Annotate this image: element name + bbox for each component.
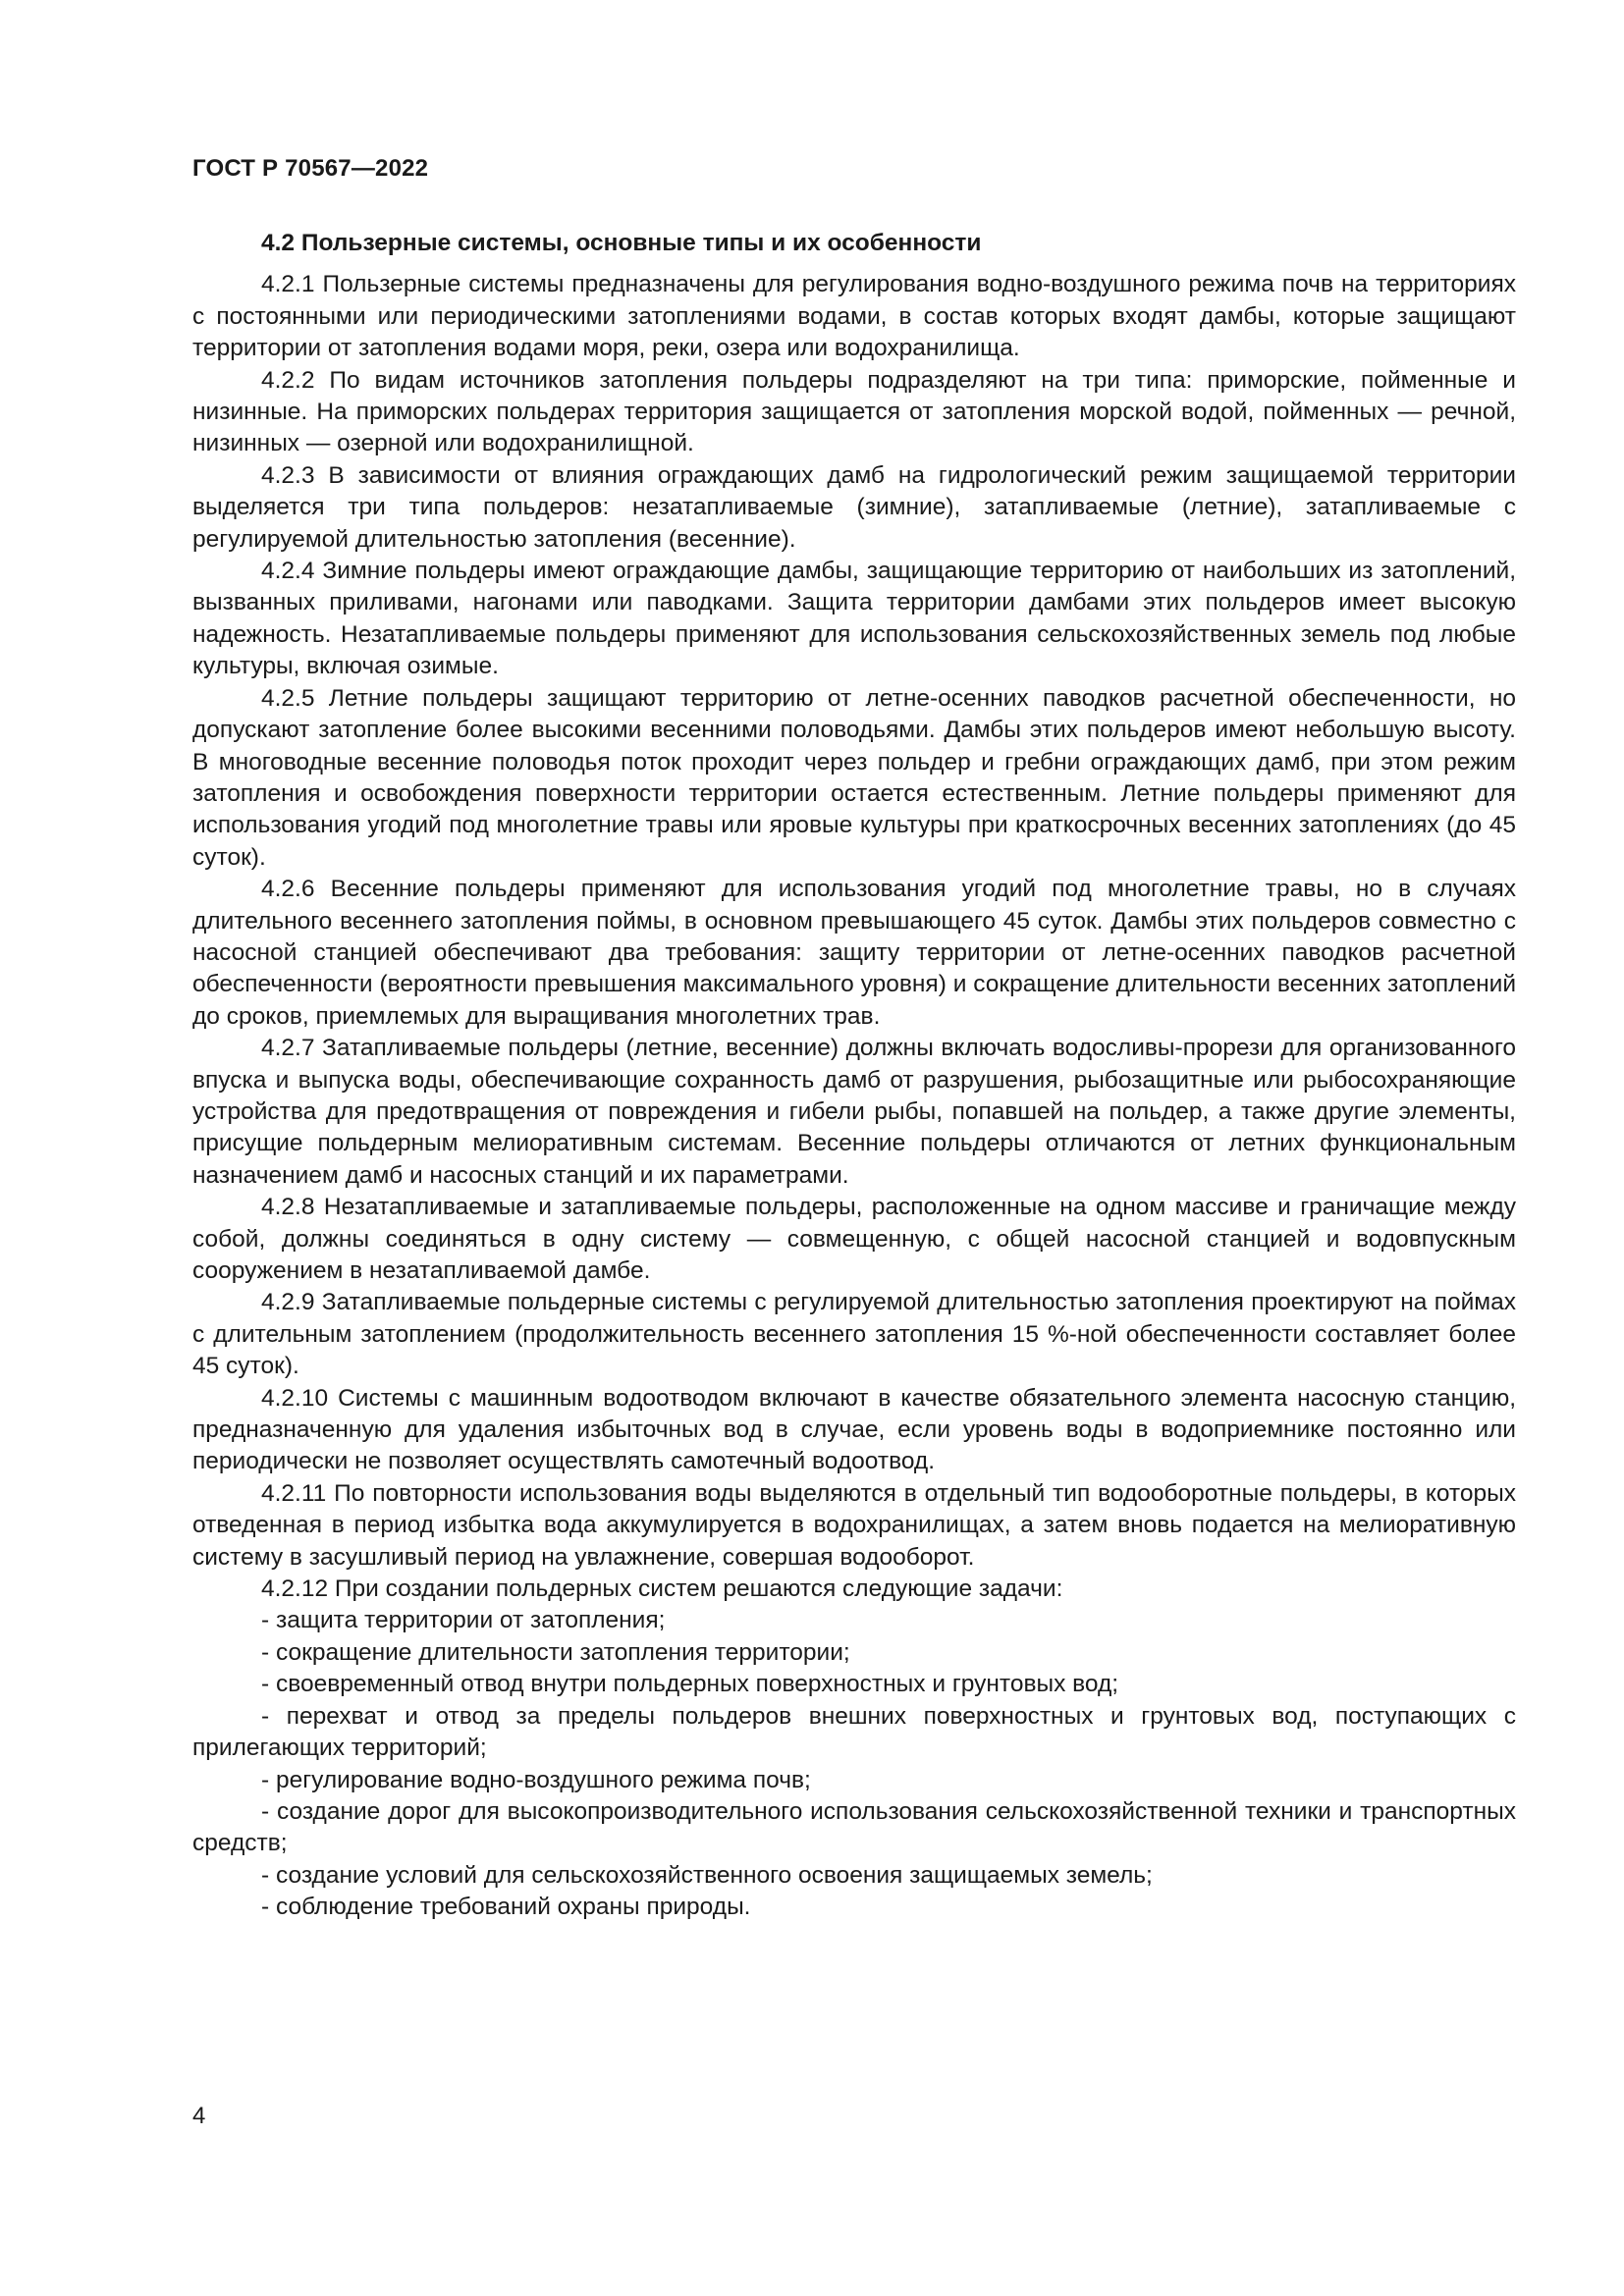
paragraph-4-2-3: 4.2.3 В зависимости от влияния ограждающих дамб на гидрологический режим защищаемой территории выделяется три типа польдеров: незатапливаемые (зимние), затапливаемые (летние), затапливаемые с регулируемой длительностью затопления (весенние). xyxy=(192,461,1516,553)
list-item: - защита территории от затопления; xyxy=(261,1607,666,1634)
paragraph-4-2-10: 4.2.10 Системы с машинным водоотводом включают в качестве обязательного элемента насосную станцию, предназначенную для удаления избыточных вод в случае, если уровень воды в водоприемнике постоянно или периодически не позволяет осуществлять самотечный водоотвод. xyxy=(192,1384,1516,1475)
list-item: - регулирование водно-воздушного режима почв; xyxy=(261,1766,811,1793)
section-body xyxy=(192,269,1516,1923)
list-item: - создание дорог для высокопроизводительного использования сельскохозяйственной техники и транспортных средств; xyxy=(192,1797,1516,1857)
paragraph-4-2-1: 4.2.1 Пользерные системы предназначены для регулирования водно-воздушного режима почв на территориях с постоянными или периодическими затоплениями водами, в состав которых входят дамбы, которые защищают территории от затопления водами моря, реки, озера или водохранилища. xyxy=(192,271,1516,362)
paragraph-4-2-7: 4.2.7 Затапливаемые польдеры (летние, весенние) должны включать водосливы-прорези для организованного впуска и выпуска воды, обеспечивающие сохранность дамб от разрушения, рыбозащитные или рыбосохраняющие устройства для предотвращения от повреждения и гибели рыбы, попавшей на польдер, а также другие элементы, присущие польдерным мелиоративным системам. Весенние польдеры отличаются от летних функциональным назначением дамб и насосных станций и их параметрами. xyxy=(192,1035,1516,1189)
paragraph-4-2-11: 4.2.11 По повторности использования воды выделяются в отдельный тип водооборотные польдеры, в которых отведенная в период избытка вода аккумулируется в водохранилищах, а затем вновь подается на мелиоративную систему в засушливый период на увлажнение, совершая водооборот. xyxy=(192,1479,1516,1571)
task-list xyxy=(192,1605,1516,1923)
paragraph-4-2-8: 4.2.8 Незатапливаемые и затапливаемые польдеры, расположенные на одном массиве и граничащие между собой, должны соединяться в одну систему — совмещенную, с общей насосной станцией и водовпускным сооружением в незатапливаемой дамбе. xyxy=(192,1194,1516,1284)
document-code-header: ГОСТ Р 70567—2022 xyxy=(192,155,429,182)
paragraph-4-2-6: 4.2.6 Весенние польдеры применяют для использования угодий под многолетние травы, но в случаях длительного весеннего затопления поймы, в основном превышающего 45 суток. Дамбы этих польдеров совместно с насосной станцией обеспечивают два требования: защиту территории от летне-осенних паводков расчетной обеспеченности (вероятности превышения максимального уровня) и сокращение длительности весенних затоплений до сроков, приемлемых для выращивания многолетних трав. xyxy=(192,876,1516,1030)
paragraph-4-2-2: 4.2.2 По видам источников затопления польдеры подразделяют на три типа: приморские, пойменные и низинные. На приморских польдерах территория защищается от затопления морской водой, пойменных — речной, низинных — озерной или водохранилищной. xyxy=(192,366,1516,457)
list-item: - создание условий для сельскохозяйственного освоения защищаемых земель; xyxy=(261,1861,1153,1889)
list-item: - соблюдение требований охраны природы. xyxy=(261,1894,751,1921)
section-title: 4.2 Пользерные системы, основные типы и их особенности xyxy=(261,230,982,256)
paragraph-4-2-9: 4.2.9 Затапливаемые польдерные системы с регулируемой длительностью затопления проектируют на поймах с длительным затоплением (продолжительность весеннего затопления 15 %-ной обеспеченности составляет более 45 суток). xyxy=(192,1289,1516,1380)
paragraph-4-2-12: 4.2.12 При создании польдерных систем решаются следующие задачи: xyxy=(261,1575,1063,1603)
list-item: - перехват и отвод за пределы польдеров внешних поверхностных и грунтовых вод, поступающих с прилегающих территорий; xyxy=(192,1702,1516,1762)
page-number: 4 xyxy=(192,2103,206,2129)
paragraph-4-2-4: 4.2.4 Зимние польдеры имеют ограждающие дамбы, защищающие территорию от наибольших из затоплений, вызванных приливами, нагонами или паводками. Защита территории дамбами этих польдеров имеет высокую надежность. Незатапливаемые польдеры применяют для использования сельскохозяйственных земель под любые культуры, включая озимые. xyxy=(192,558,1516,680)
page-content xyxy=(192,228,1516,1924)
list-item: - своевременный отвод внутри польдерных поверхностных и грунтовых вод; xyxy=(261,1671,1119,1698)
paragraph-4-2-5: 4.2.5 Летние польдеры защищают территорию от летне-осенних паводков расчетной обеспеченности, но допускают затопление более высокими весенними половодьями. Дамбы этих польдеров имеют небольшую высоту. В многоводные весенние половодья поток проходит через польдер и гребни ограждающих дамб, при этом режим затопления и освобождения поверхности территории остается естественным. Летние польдеры применяют для использования угодий под многолетние травы или яровые культуры при краткосрочных весенних затоплениях (до 45 суток). xyxy=(192,684,1516,871)
list-item: - сокращение длительности затопления территории; xyxy=(261,1638,850,1666)
